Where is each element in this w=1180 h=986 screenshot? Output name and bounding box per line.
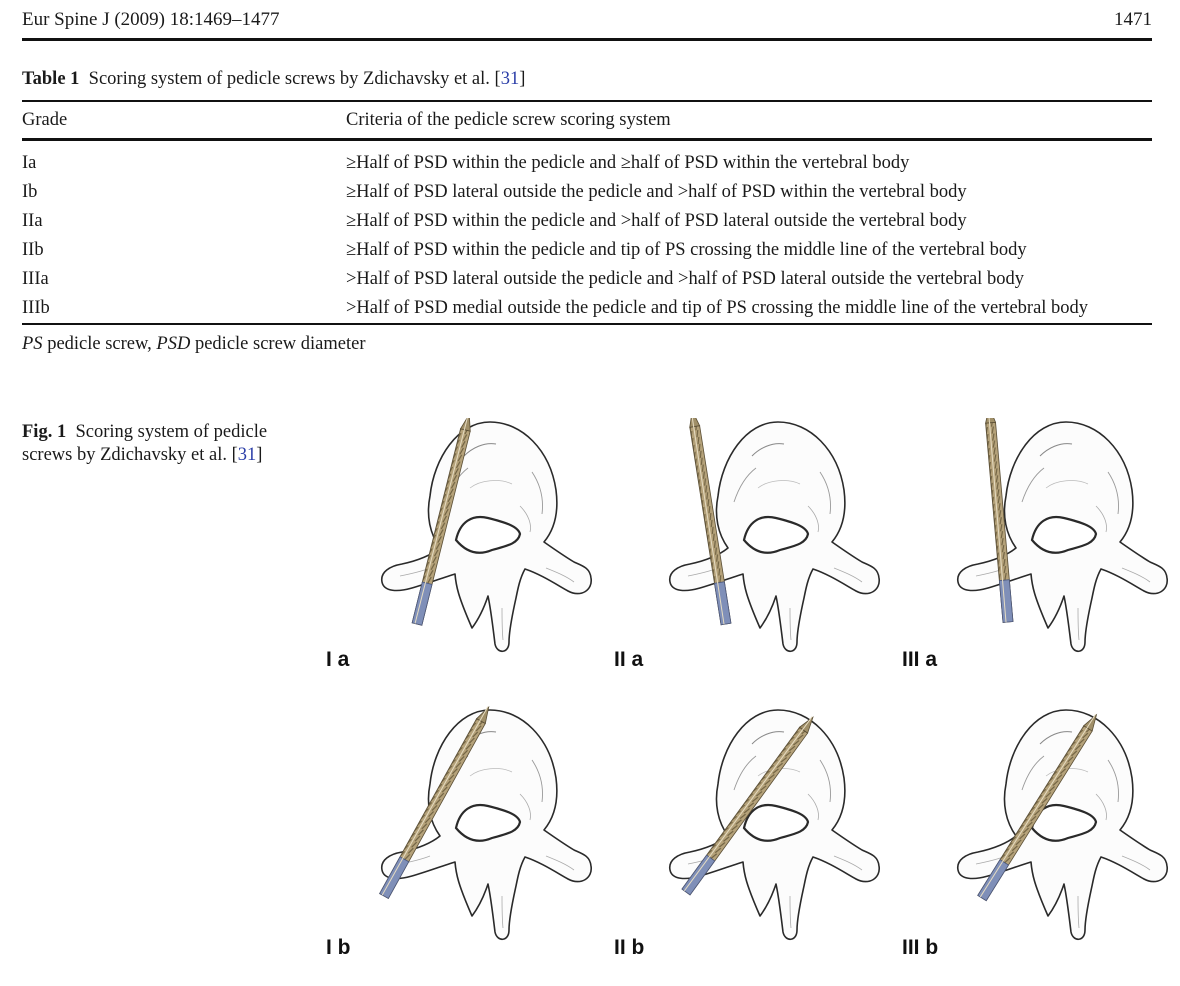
panel-label: II a [614,648,644,671]
table-header-row [22,101,1152,140]
figure-panel-iiia [902,418,1176,688]
grade-cell: Ib [22,182,38,202]
grade-cell: IIa [22,211,43,231]
scoring-table [22,100,1152,325]
criteria-cell: ≥Half of PSD within the pedicle and ≥half of PSD within the vertebral body [346,153,910,173]
grade-cell: Ia [22,153,37,173]
panel-label: I b [326,936,351,959]
figure-panel-iiib [902,706,1176,976]
vertebra-illustration [340,706,600,946]
abbr-ps-def: pedicle screw, [42,334,157,354]
figure-panel-iia [614,418,888,688]
figure-label: Fig. 1 [22,422,67,442]
grade-cell: IIb [22,240,44,260]
vertebra-illustration [916,706,1176,946]
table-footnote [22,334,366,355]
panel-label: I a [326,648,350,671]
figure-panel-iib [614,706,888,976]
ref-bracket-open: [ [494,69,501,89]
table-label: Table 1 [22,69,80,89]
reference-link[interactable]: 31 [500,69,520,89]
panel-label: III b [902,936,939,959]
abbr-ps: PS [22,334,43,354]
table-row [22,140,1152,179]
ref-bracket-open: [ [231,445,238,465]
panel-label: III a [902,648,938,671]
abbr-psd: PSD [156,334,191,354]
column-header-criteria: Criteria of the pedicle screw scoring system [346,101,1152,140]
vertebra-illustration [628,418,888,658]
table-row [22,178,1152,207]
table-row [22,265,1152,294]
criteria-cell: ≥Half of PSD within the pedicle and >half of PSD lateral outside the vertebral body [346,211,967,231]
column-header-grade: Grade [22,101,346,140]
criteria-cell: >Half of PSD medial outside the pedicle and tip of PS crossing the middle line of the vertebral body [346,294,1152,324]
page-number: 1471 [1114,9,1152,30]
table-caption-text: Scoring system of pedicle screws by Zdichavsky et al. [88,69,490,89]
criteria-cell: ≥Half of PSD within the pedicle and tip of PS crossing the middle line of the vertebral body [346,240,1027,260]
ref-bracket-close: ] [519,69,526,89]
ref-bracket-close: ] [256,445,263,465]
table-row [22,294,1152,324]
grade-cell: IIIb [22,294,346,324]
page-header [22,6,1152,41]
criteria-cell: ≥Half of PSD lateral outside the pedicle and >half of PSD within the vertebral body [346,182,967,202]
figure-caption-text: Scoring system of pedicle screws by Zdichavsky et al. [22,422,268,465]
vertebra-illustration [340,418,600,658]
table-row [22,236,1152,265]
panel-label: II b [614,936,645,959]
figure-caption [22,421,272,467]
journal-citation: Eur Spine J (2009) 18:1469–1477 [22,9,280,30]
vertebra-illustration [628,706,888,946]
grade-cell: IIIa [22,269,49,289]
figure-panel-ia [326,418,600,688]
vertebra-illustration [916,418,1176,658]
criteria-cell: >Half of PSD lateral outside the pedicle and >half of PSD lateral outside the vertebral body [346,269,1024,289]
reference-link[interactable]: 31 [237,445,257,465]
abbr-psd-def: pedicle screw diameter [190,334,366,354]
table-caption [22,69,525,90]
table-row [22,207,1152,236]
figure-panel-ib [326,706,600,976]
